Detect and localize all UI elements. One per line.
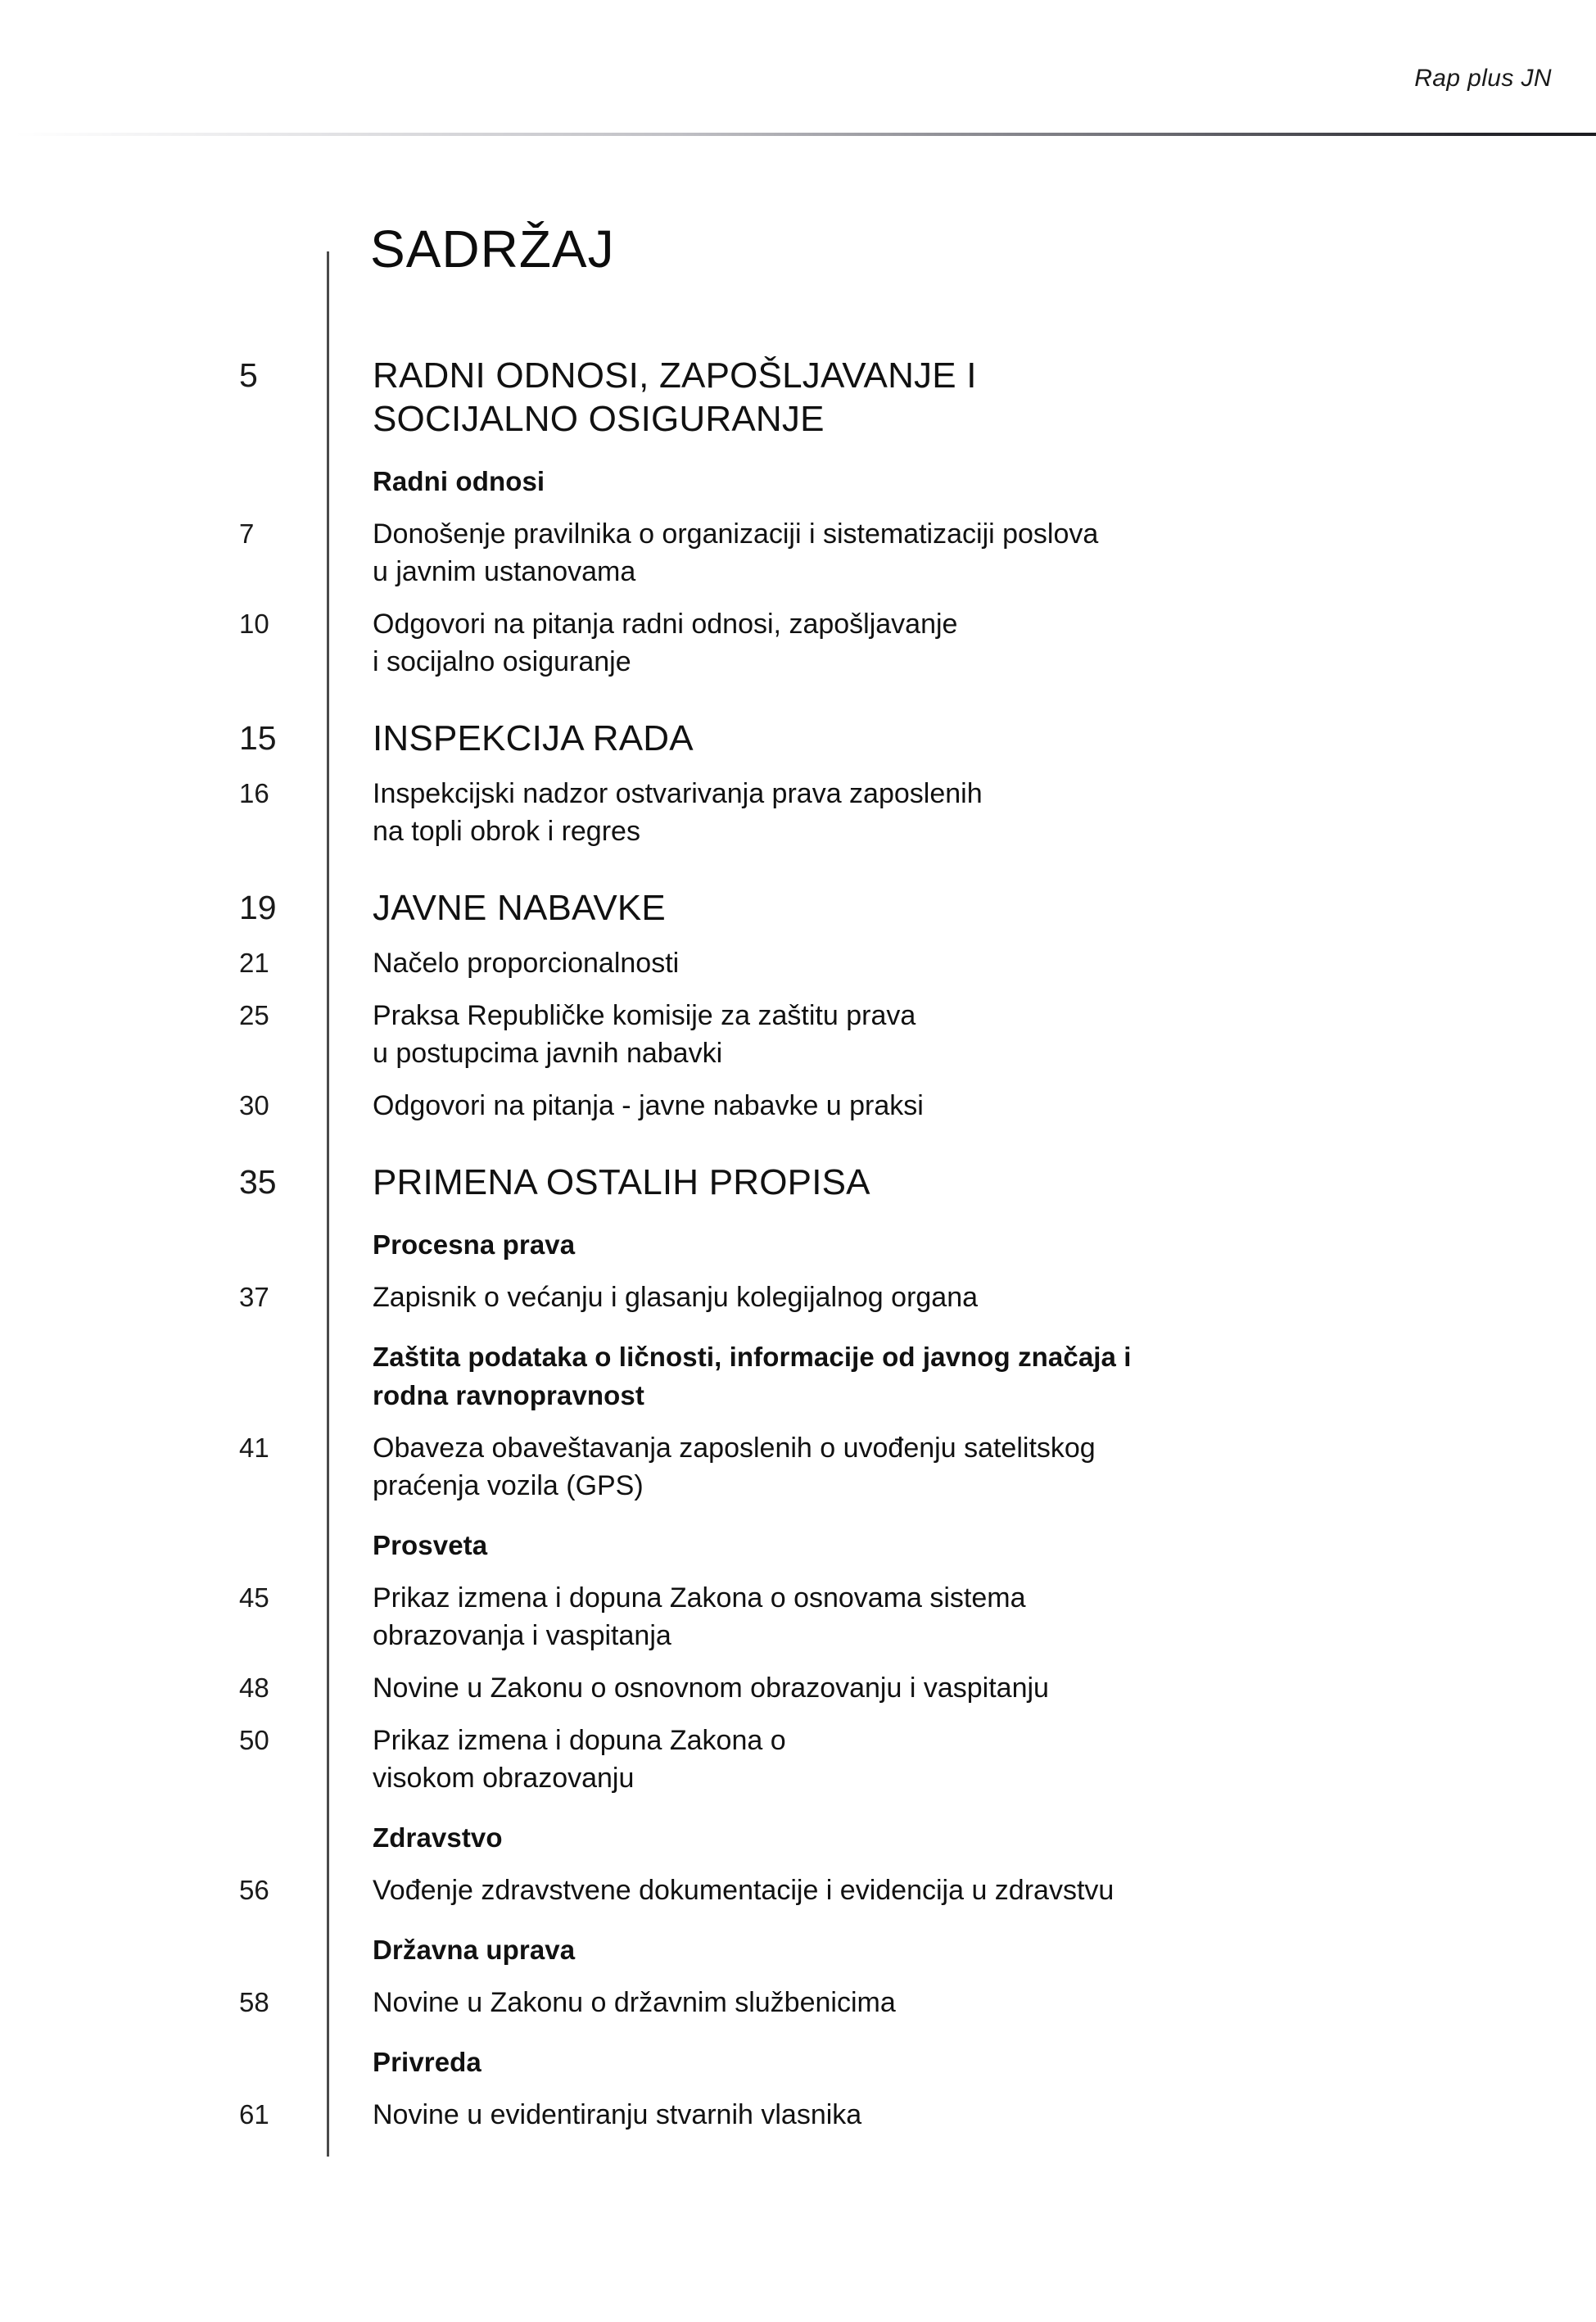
toc-group-row[interactable]: [0, 1526, 1228, 1564]
running-header-title: Rap plus JN: [1414, 65, 1552, 92]
toc-entry-row[interactable]: [0, 1279, 1228, 1316]
toc-page-number: 35: [239, 1163, 277, 1201]
toc-group-row[interactable]: [0, 1338, 1228, 1414]
toc-entry-line: praćenja vozila (GPS): [373, 1470, 644, 1501]
toc-entry-row[interactable]: [0, 1429, 1228, 1505]
toc-entry-label: [327, 1429, 1228, 1505]
toc-entry-row[interactable]: [0, 775, 1228, 850]
toc-entry-line: visokom obrazovanju: [373, 1763, 635, 1794]
page-title: SADRŽAJ: [370, 220, 615, 278]
toc-entry-label: [327, 2043, 1228, 2081]
toc-entry-line: SOCIJALNO OSIGURANJE: [373, 399, 825, 439]
toc-section-row[interactable]: [0, 354, 1228, 441]
toc-page-number: 61: [239, 2099, 269, 2130]
toc-entry-label: [327, 1225, 1228, 1264]
toc-entry-row[interactable]: [0, 1669, 1228, 1707]
toc-entry-label: [327, 1279, 1228, 1316]
toc-entry-line: Načelo proporcionalnosti: [373, 948, 680, 979]
toc-entry-line: Novine u Zakonu o državnim službenicima: [373, 1987, 896, 2018]
toc-entry-row[interactable]: [0, 1872, 1228, 1909]
toc-entry-row[interactable]: [0, 2096, 1228, 2134]
toc-entry-line: Zdravstvo: [373, 1822, 503, 1853]
page-header: [0, 0, 1596, 138]
toc-page-number: 58: [239, 1987, 269, 2017]
toc-page-number: 25: [239, 1000, 269, 1030]
toc-group-row[interactable]: [0, 2043, 1228, 2081]
toc-page-number: 7: [239, 518, 255, 549]
toc-group-row[interactable]: [0, 1818, 1228, 1857]
toc-entry-label: [327, 515, 1228, 591]
toc-section-row[interactable]: [0, 886, 1228, 930]
toc-entry-label: [327, 1161, 1228, 1204]
toc-entry-label: [327, 1872, 1228, 1909]
toc-entry-line: JAVNE NABAVKE: [373, 888, 666, 928]
toc-page-number: 19: [239, 889, 277, 926]
toc-entry-label: [327, 1930, 1228, 1969]
toc-entry-label: [327, 1669, 1228, 1707]
toc-entry-row[interactable]: [0, 605, 1228, 681]
toc-entry-line: Zaštita podataka o ličnosti, informacije od javnog značaja i: [373, 1342, 1132, 1372]
toc-entry-row[interactable]: [0, 515, 1228, 591]
toc-entry-line: Inspekcijski nadzor ostvarivanja prava zaposlenih: [373, 778, 983, 809]
toc-entry-line: Državna uprava: [373, 1935, 576, 1965]
toc-entry-line: Prikaz izmena i dopuna Zakona o: [373, 1725, 786, 1756]
toc-entry-line: Novine u Zakonu o osnovnom obrazovanju i vaspitanju: [373, 1672, 1049, 1704]
toc-entry-row[interactable]: [0, 944, 1228, 982]
toc-entry-line: Radni odnosi: [373, 466, 545, 496]
toc-page-number: 16: [239, 778, 269, 808]
toc-entry-row[interactable]: [0, 1579, 1228, 1654]
header-divider-rule: [15, 133, 1596, 136]
toc-entry-label: [327, 717, 1228, 760]
toc-entry-label: [327, 1579, 1228, 1654]
toc-page-number: 37: [239, 1282, 269, 1312]
toc-entry-label: [327, 354, 1228, 441]
toc-entry-line: Procesna prava: [373, 1229, 576, 1260]
toc-entry-line: Prikaz izmena i dopuna Zakona o osnovama sistema: [373, 1582, 1026, 1614]
toc-entry-line: Vođenje zdravstvene dokumentacije i evidencija u zdravstvu: [373, 1875, 1114, 1906]
toc-entry-line: Odgovori na pitanja radni odnosi, zapošljavanje: [373, 609, 958, 640]
toc-entry-line: PRIMENA OSTALIH PROPISA: [373, 1162, 870, 1202]
toc-section-row[interactable]: [0, 1161, 1228, 1204]
toc-entry-label: [327, 462, 1228, 500]
toc-entry-label: [327, 775, 1228, 850]
toc-entry-line: obrazovanja i vaspitanja: [373, 1620, 671, 1651]
toc-entry-label: [327, 1984, 1228, 2021]
toc-entry-row[interactable]: [0, 1087, 1228, 1125]
toc-page-number: 56: [239, 1875, 269, 1905]
toc-section-row[interactable]: [0, 717, 1228, 760]
toc-entry-line: u javnim ustanovama: [373, 556, 636, 587]
toc-entry-label: [327, 1087, 1228, 1125]
toc-entry-line: Zapisnik o većanju i glasanju kolegijalnog organa: [373, 1282, 979, 1313]
toc-entry-line: Privreda: [373, 2047, 482, 2077]
toc-entry-label: [327, 2096, 1228, 2134]
toc-entry-line: rodna ravnopravnost: [373, 1380, 644, 1410]
toc-page-number: 50: [239, 1725, 269, 1755]
toc-entry-line: RADNI ODNOSI, ZAPOŠLJAVANJE I: [373, 355, 977, 396]
toc-row-list: [0, 354, 1596, 2134]
toc-group-row[interactable]: [0, 1930, 1228, 1969]
toc-page-number: 21: [239, 948, 269, 978]
toc-entry-row[interactable]: [0, 1722, 1228, 1797]
toc-entry-label: [327, 997, 1228, 1072]
toc-page-number: 10: [239, 609, 269, 639]
toc-entry-line: Prosveta: [373, 1530, 488, 1560]
toc-entry-row[interactable]: [0, 997, 1228, 1072]
toc-entry-label: [327, 1526, 1228, 1564]
toc-page-number: 15: [239, 719, 277, 757]
toc-entry-line: u postupcima javnih nabavki: [373, 1038, 723, 1069]
toc-entry-line: Donošenje pravilnika o organizaciji i sistematizaciji poslova: [373, 518, 1099, 550]
toc-page-number: 30: [239, 1090, 269, 1120]
toc-page-number: 48: [239, 1672, 269, 1703]
toc-group-row[interactable]: [0, 1225, 1228, 1264]
toc-entry-line: Odgovori na pitanja - javne nabavke u praksi: [373, 1090, 924, 1121]
toc-entry-line: Praksa Republičke komisije za zaštitu prava: [373, 1000, 916, 1031]
toc-entry-label: [327, 1818, 1228, 1857]
toc-entry-line: Obaveza obaveštavanja zaposlenih o uvođenju satelitskog: [373, 1433, 1096, 1464]
toc-page-number: 5: [239, 356, 258, 394]
toc-page-number: 41: [239, 1433, 269, 1463]
toc-page-number: 45: [239, 1582, 269, 1613]
toc-entry-label: [327, 944, 1228, 982]
toc-entry-label: [327, 1338, 1228, 1414]
toc-group-row[interactable]: [0, 462, 1228, 500]
toc-entry-label: [327, 886, 1228, 930]
toc-entry-line: INSPEKCIJA RADA: [373, 718, 694, 758]
toc-entry-line: i socijalno osiguranje: [373, 646, 631, 677]
toc-entry-line: Novine u evidentiranju stvarnih vlasnika: [373, 2099, 862, 2130]
toc-entry-label: [327, 605, 1228, 681]
toc-entry-row[interactable]: [0, 1984, 1228, 2021]
toc-entry-label: [327, 1722, 1228, 1797]
toc-entry-line: na topli obrok i regres: [373, 816, 640, 847]
